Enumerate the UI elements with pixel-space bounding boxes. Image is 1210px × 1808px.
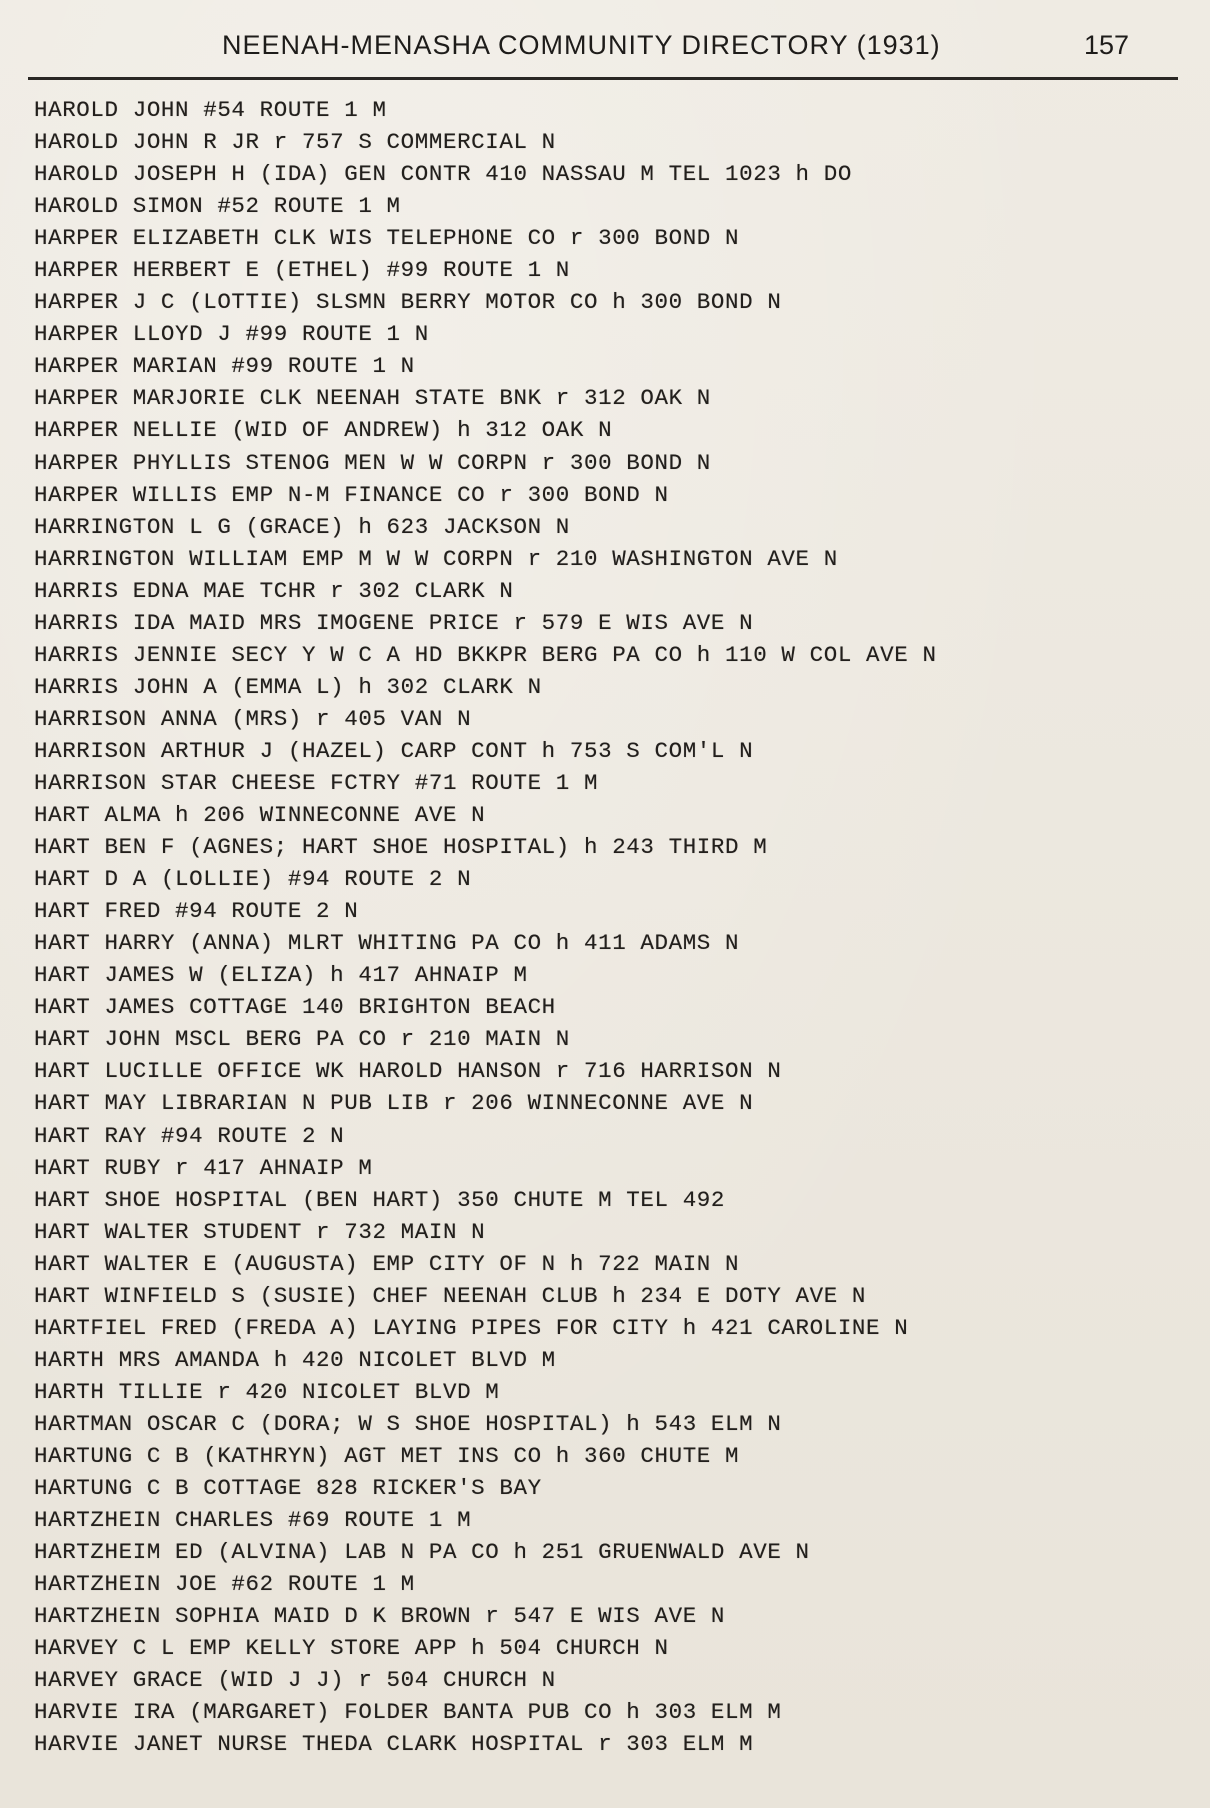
directory-entry: HARTMAN OSCAR C (DORA; W S SHOE HOSPITAL) h 543 ELM N xyxy=(34,1410,782,1437)
directory-entry: HARRIS JENNIE SECY Y W C A HD BKKPR BERG PA CO h 110 W COL AVE N xyxy=(34,641,937,668)
directory-title: NEENAH-MENASHA COMMUNITY DIRECTORY (1931) xyxy=(222,30,941,60)
directory-entry: HART WALTER E (AUGUSTA) EMP CITY OF N h 722 MAIN N xyxy=(34,1250,740,1277)
directory-entry: HARRIS JOHN A (EMMA L) h 302 CLARK N xyxy=(34,673,542,700)
header-rule xyxy=(28,77,1178,80)
directory-entry: HART BEN F (AGNES; HART SHOE HOSPITAL) h 243 THIRD M xyxy=(34,834,768,861)
directory-entry: HART RAY #94 ROUTE 2 N xyxy=(34,1122,345,1149)
directory-entry: HARPER LLOYD J #99 ROUTE 1 N xyxy=(34,321,429,348)
directory-entry: HART D A (LOLLIE) #94 ROUTE 2 N xyxy=(34,866,472,893)
directory-entry: HAROLD JOSEPH H (IDA) GEN CONTR 410 NASSAU M TEL 1023 h DO xyxy=(34,161,852,188)
directory-entry: HARPER PHYLLIS STENOG MEN W W CORPN r 300 BOND N xyxy=(34,449,711,476)
directory-entry: HART WINFIELD S (SUSIE) CHEF NEENAH CLUB h 234 E DOTY AVE N xyxy=(34,1282,867,1309)
directory-entry: HARRISON ARTHUR J (HAZEL) CARP CONT h 753 S COM'L N xyxy=(34,737,754,764)
directory-entry: HARRISON ANNA (MRS) r 405 VAN N xyxy=(34,705,472,732)
directory-entry: HAROLD JOHN #54 ROUTE 1 M xyxy=(34,97,387,123)
page-number: 157 xyxy=(1084,30,1130,60)
directory-entry: HARVEY C L EMP KELLY STORE APP h 504 CHURCH N xyxy=(34,1635,669,1662)
directory-entry: HAROLD JOHN R JR r 757 S COMMERCIAL N xyxy=(34,129,556,156)
directory-entry: HART ALMA h 206 WINNECONNE AVE N xyxy=(34,802,486,829)
directory-entry: HARPER J C (LOTTIE) SLSMN BERRY MOTOR CO h 300 BOND N xyxy=(34,289,782,316)
directory-entry: HARPER HERBERT E (ETHEL) #99 ROUTE 1 N xyxy=(34,257,570,284)
directory-entry: HARTH TILLIE r 420 NICOLET BLVD M xyxy=(34,1378,500,1405)
directory-entry: HART JAMES W (ELIZA) h 417 AHNAIP M xyxy=(34,962,528,989)
directory-entry: HAROLD SIMON #52 ROUTE 1 M xyxy=(34,193,401,220)
directory-entry: HARTH MRS AMANDA h 420 NICOLET BLVD M xyxy=(34,1346,556,1373)
directory-entry: HARTZHEIN JOE #62 ROUTE 1 M xyxy=(34,1571,415,1598)
directory-entry: HARPER ELIZABETH CLK WIS TELEPHONE CO r 300 BOND N xyxy=(34,225,740,252)
directory-entry: HARRINGTON WILLIAM EMP M W W CORPN r 210 WASHINGTON AVE N xyxy=(34,545,838,572)
directory-entry: HARTUNG C B COTTAGE 828 RICKER'S BAY xyxy=(34,1475,542,1502)
directory-entries xyxy=(34,94,1184,1760)
directory-entry: HARPER MARJORIE CLK NEENAH STATE BNK r 312 OAK N xyxy=(34,385,711,412)
directory-entry: HARVIE IRA (MARGARET) FOLDER BANTA PUB CO h 303 ELM M xyxy=(34,1699,782,1726)
directory-entry: HARVEY GRACE (WID J J) r 504 CHURCH N xyxy=(34,1667,556,1694)
directory-entry: HARVIE JANET NURSE THEDA CLARK HOSPITAL r 303 ELM M xyxy=(34,1731,754,1758)
directory-entry: HARPER WILLIS EMP N-M FINANCE CO r 300 BOND N xyxy=(34,481,669,508)
directory-entry: HART MAY LIBRARIAN N PUB LIB r 206 WINNECONNE AVE N xyxy=(34,1090,754,1117)
page-header xyxy=(0,24,1210,64)
directory-entry: HARTZHEIN SOPHIA MAID D K BROWN r 547 E WIS AVE N xyxy=(34,1603,726,1630)
directory-entry: HART WALTER STUDENT r 732 MAIN N xyxy=(34,1218,486,1245)
directory-entry: HART JAMES COTTAGE 140 BRIGHTON BEACH xyxy=(34,994,556,1021)
directory-entry: HARRIS EDNA MAE TCHR r 302 CLARK N xyxy=(34,577,514,604)
directory-entry: HARTZHEIM ED (ALVINA) LAB N PA CO h 251 GRUENWALD AVE N xyxy=(34,1539,810,1566)
directory-entry: HARTFIEL FRED (FREDA A) LAYING PIPES FOR CITY h 421 CAROLINE N xyxy=(34,1314,909,1341)
directory-entry: HART RUBY r 417 AHNAIP M xyxy=(34,1154,373,1181)
directory-entry: HART SHOE HOSPITAL (BEN HART) 350 CHUTE M TEL 492 xyxy=(34,1186,726,1213)
directory-entry: HART FRED #94 ROUTE 2 N xyxy=(34,898,359,925)
directory-entry: HART LUCILLE OFFICE WK HAROLD HANSON r 716 HARRISON N xyxy=(34,1058,782,1085)
directory-entry: HARTZHEIN CHARLES #69 ROUTE 1 M xyxy=(34,1507,472,1534)
directory-entry: HART HARRY (ANNA) MLRT WHITING PA CO h 411 ADAMS N xyxy=(34,930,740,957)
directory-entry: HART JOHN MSCL BERG PA CO r 210 MAIN N xyxy=(34,1026,570,1053)
directory-entry: HARRINGTON L G (GRACE) h 623 JACKSON N xyxy=(34,513,570,540)
directory-entry: HARRISON STAR CHEESE FCTRY #71 ROUTE 1 M xyxy=(34,769,599,796)
directory-entry: HARRIS IDA MAID MRS IMOGENE PRICE r 579 E WIS AVE N xyxy=(34,609,754,636)
directory-entry: HARPER NELLIE (WID OF ANDREW) h 312 OAK N xyxy=(34,417,613,444)
directory-entry: HARPER MARIAN #99 ROUTE 1 N xyxy=(34,353,415,380)
directory-entry: HARTUNG C B (KATHRYN) AGT MET INS CO h 360 CHUTE M xyxy=(34,1442,740,1469)
